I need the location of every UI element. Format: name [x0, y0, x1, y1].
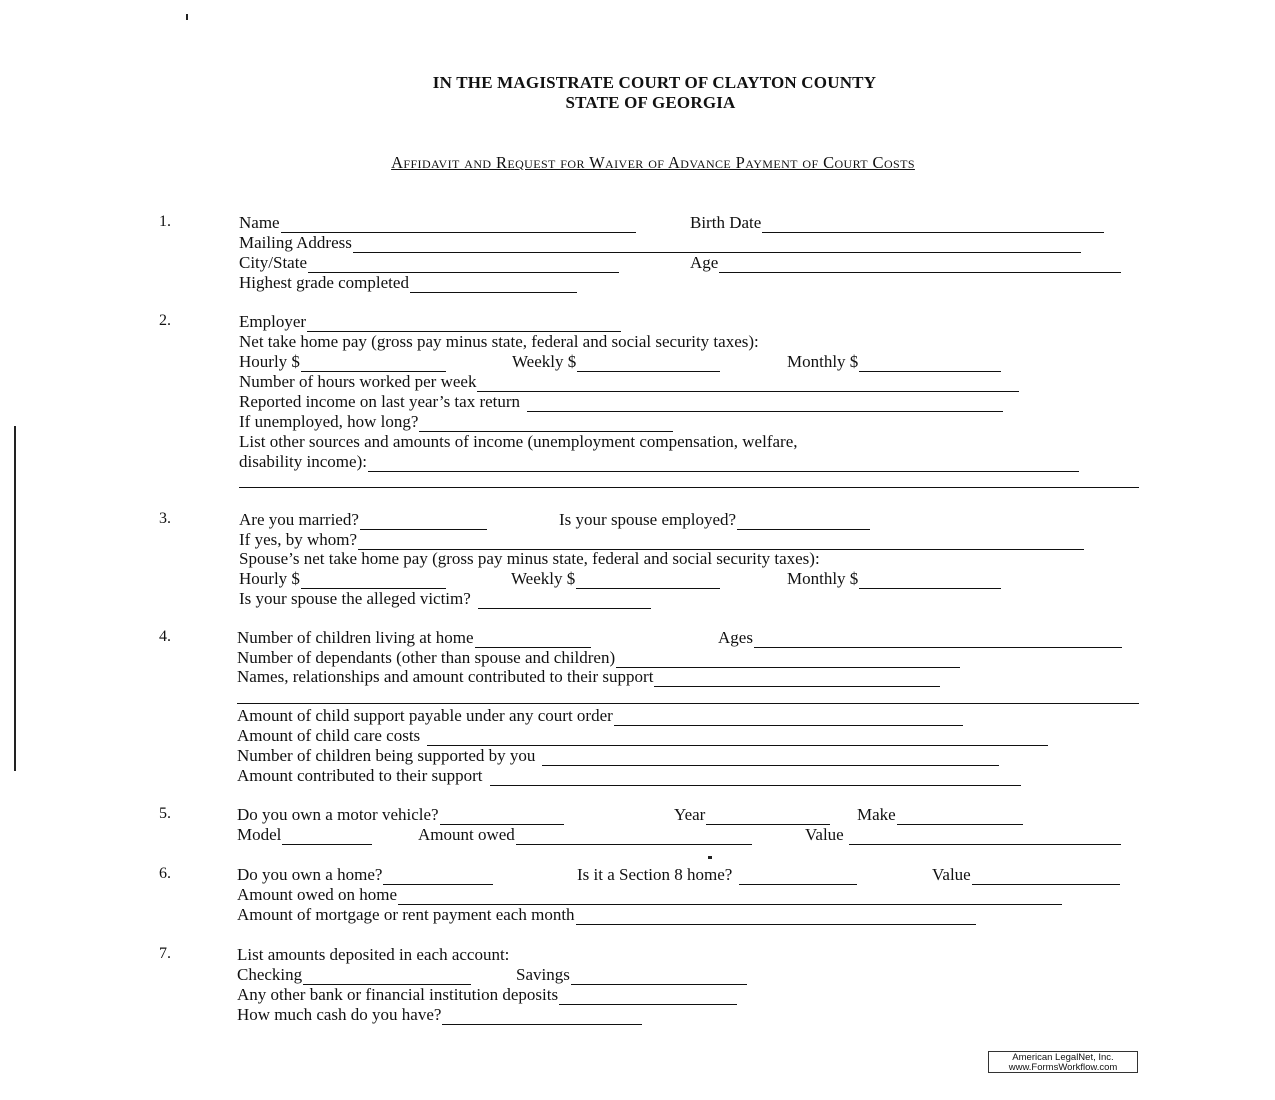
- savings-label: Savings: [516, 965, 570, 984]
- names-relationships-row: [237, 667, 940, 687]
- amount-owed-field[interactable]: [516, 829, 752, 845]
- spouse-hourly-label: Hourly $: [239, 569, 300, 588]
- victim-field[interactable]: [478, 593, 651, 609]
- cash-row: [237, 1005, 642, 1025]
- year-field[interactable]: [706, 809, 830, 825]
- section-number: 3.: [159, 510, 171, 527]
- employer-row: [239, 312, 621, 332]
- court-name: IN THE MAGISTRATE COURT OF CLAYTON COUNTY: [432, 73, 877, 92]
- hourly-label: Hourly $: [239, 352, 300, 371]
- other-sources-text: [239, 432, 799, 452]
- own-home-label: Do you own a home?: [237, 865, 383, 884]
- net-pay-label: Net take home pay (gross pay minus state, federal and social security taxes):: [239, 332, 759, 351]
- publisher-name: American LegalNet, Inc.: [1012, 1052, 1114, 1063]
- motor-vehicle-label: Do you own a motor vehicle?: [237, 805, 439, 824]
- section8-label: Is it a Section 8 home?: [577, 865, 733, 884]
- by-whom-row: [239, 530, 1084, 550]
- spouse-pay-text: [239, 549, 821, 569]
- child-support-label: Amount of child support payable under any court order: [237, 706, 613, 725]
- owed-home-label: Amount owed on home: [237, 885, 398, 904]
- vehicle-value-label: Value: [805, 825, 844, 844]
- name-field[interactable]: [281, 217, 636, 233]
- married-label: Are you married?: [239, 510, 359, 529]
- names-relationships-extra-line[interactable]: [237, 703, 1139, 704]
- mailing-address-row: [239, 233, 1081, 253]
- age-field[interactable]: [719, 257, 1121, 273]
- spouse-employed-field[interactable]: [737, 514, 870, 530]
- victim-row: [239, 589, 651, 609]
- weekly-row: [512, 352, 720, 372]
- motor-vehicle-field[interactable]: [440, 809, 564, 825]
- age-row: [690, 253, 1121, 273]
- name-label: Name: [239, 213, 280, 232]
- vehicle-value-field[interactable]: [849, 829, 1121, 845]
- married-field[interactable]: [360, 514, 487, 530]
- children-supported-field[interactable]: [542, 750, 999, 766]
- spouse-weekly-field[interactable]: [576, 573, 720, 589]
- children-home-row: [237, 628, 591, 648]
- home-value-field[interactable]: [972, 869, 1120, 885]
- home-value-label: Value: [932, 865, 971, 884]
- spouse-pay-label: Spouse’s net take home pay (gross pay minus state, federal and social security taxes):: [239, 549, 820, 568]
- section-number: 4.: [159, 628, 171, 645]
- motor-vehicle-row: [237, 805, 564, 825]
- vehicle-value-row: [805, 825, 1121, 845]
- mortgage-row: [237, 905, 976, 925]
- monthly-row: [787, 352, 1001, 372]
- employer-label: Employer: [239, 312, 307, 331]
- dependants-row: [237, 648, 960, 668]
- employer-field[interactable]: [307, 316, 621, 332]
- spouse-monthly-label: Monthly $: [787, 569, 859, 588]
- monthly-field[interactable]: [859, 356, 1001, 372]
- other-sources-label: List other sources and amounts of income (unemployment compensation, welfare,: [239, 432, 798, 451]
- name-row: [239, 213, 636, 233]
- reported-income-label: Reported income on last year’s tax return: [239, 392, 521, 411]
- hours-worked-field[interactable]: [477, 376, 1019, 392]
- own-home-field[interactable]: [383, 869, 493, 885]
- form-title: Affidavit and Request for Waiver of Advance Payment of Court Costs: [391, 153, 915, 172]
- amount-owed-label: Amount owed: [418, 825, 515, 844]
- section-number: 6.: [159, 865, 171, 882]
- reported-income-field[interactable]: [527, 396, 1003, 412]
- spouse-monthly-row: [787, 569, 1001, 589]
- unemployed-label: If unemployed, how long?: [239, 412, 419, 431]
- names-relationships-field[interactable]: [654, 671, 940, 687]
- section-number: 2.: [159, 312, 171, 329]
- scan-mark: [186, 14, 188, 20]
- year-label: Year: [674, 805, 706, 824]
- by-whom-label: If yes, by whom?: [239, 530, 358, 549]
- disability-extra-line[interactable]: [239, 487, 1139, 488]
- children-home-field[interactable]: [475, 632, 591, 648]
- ages-row: [718, 628, 1122, 648]
- own-home-row: [237, 865, 493, 885]
- section-number: 1.: [159, 213, 171, 230]
- model-row: [237, 825, 372, 845]
- spouse-employed-label: Is your spouse employed?: [559, 510, 737, 529]
- make-row: [857, 805, 1023, 825]
- age-label: Age: [690, 253, 719, 272]
- mortgage-field[interactable]: [576, 909, 976, 925]
- ages-label: Ages: [718, 628, 753, 647]
- spouse-monthly-field[interactable]: [859, 573, 1001, 589]
- checking-label: Checking: [237, 965, 303, 984]
- birth-date-field[interactable]: [762, 217, 1104, 233]
- section8-row: [577, 865, 857, 885]
- owed-home-field[interactable]: [398, 889, 1062, 905]
- victim-label: Is your spouse the alleged victim?: [239, 589, 471, 608]
- child-support-row: [237, 706, 963, 726]
- cash-label: How much cash do you have?: [237, 1005, 442, 1024]
- contributed-label: Amount contributed to their support: [237, 766, 483, 785]
- hours-worked-row: [239, 372, 1019, 392]
- spouse-weekly-label: Weekly $: [511, 569, 576, 588]
- amount-owed-row: [418, 825, 752, 845]
- section8-field[interactable]: [739, 869, 857, 885]
- mailing-address-label: Mailing Address: [239, 233, 352, 252]
- spouse-hourly-field[interactable]: [301, 573, 446, 589]
- section-number: 5.: [159, 805, 171, 822]
- hourly-row: [239, 352, 446, 372]
- highest-grade-field[interactable]: [410, 277, 577, 293]
- checking-field[interactable]: [303, 969, 471, 985]
- home-value-row: [932, 865, 1120, 885]
- make-field[interactable]: [897, 809, 1023, 825]
- contributed-field[interactable]: [490, 770, 1021, 786]
- hours-worked-label: Number of hours worked per week: [239, 372, 477, 391]
- disability-label: disability income):: [239, 452, 367, 471]
- children-supported-row: [237, 746, 999, 766]
- city-state-row: [239, 253, 619, 273]
- birth-date-row: [690, 213, 1104, 233]
- child-care-label: Amount of child care costs: [237, 726, 421, 745]
- publisher-url[interactable]: www.FormsWorkflow.com: [1008, 1062, 1118, 1073]
- mortgage-label: Amount of mortgage or rent payment each month: [237, 905, 575, 924]
- children-home-label: Number of children living at home: [237, 628, 474, 647]
- checking-row: [237, 965, 471, 985]
- net-pay-text: [239, 332, 760, 352]
- unemployed-row: [239, 412, 673, 432]
- scan-dot: [708, 856, 712, 859]
- birth-date-label: Birth Date: [690, 213, 762, 232]
- disability-field[interactable]: [368, 456, 1079, 472]
- reported-income-row: [239, 392, 1003, 412]
- by-whom-field[interactable]: [358, 534, 1084, 550]
- highest-grade-label: Highest grade completed: [239, 273, 409, 292]
- owed-home-row: [237, 885, 1062, 905]
- mailing-address-field[interactable]: [353, 237, 1081, 253]
- section-number: 7.: [159, 945, 171, 962]
- cash-field[interactable]: [442, 1009, 642, 1025]
- city-state-label: City/State: [239, 253, 307, 272]
- publisher-box: [988, 1051, 1138, 1073]
- year-row: [674, 805, 830, 825]
- model-label: Model: [237, 825, 282, 844]
- contributed-row: [237, 766, 1021, 786]
- other-bank-field[interactable]: [559, 989, 737, 1005]
- savings-field[interactable]: [571, 969, 747, 985]
- disability-row: [239, 452, 1079, 472]
- margin-bar: [14, 426, 16, 771]
- child-support-field[interactable]: [614, 710, 963, 726]
- names-relationships-label: Names, relationships and amount contributed to their support: [237, 667, 654, 686]
- list-amounts-label: List amounts deposited in each account:: [237, 945, 510, 964]
- spouse-employed-row: [559, 510, 870, 530]
- children-supported-label: Number of children being supported by you: [237, 746, 536, 765]
- savings-row: [516, 965, 747, 985]
- dependants-field[interactable]: [616, 652, 960, 668]
- list-amounts-text: [237, 945, 510, 965]
- child-care-field[interactable]: [427, 730, 1048, 746]
- city-state-field[interactable]: [308, 257, 619, 273]
- child-care-row: [237, 726, 1048, 746]
- hourly-field[interactable]: [301, 356, 446, 372]
- other-bank-label: Any other bank or financial institution deposits: [237, 985, 559, 1004]
- other-bank-row: [237, 985, 737, 1005]
- ages-field[interactable]: [754, 632, 1122, 648]
- dependants-label: Number of dependants (other than spouse and children): [237, 648, 616, 667]
- spouse-hourly-row: [239, 569, 446, 589]
- monthly-label: Monthly $: [787, 352, 859, 371]
- highest-grade-row: [239, 273, 577, 293]
- weekly-label: Weekly $: [512, 352, 577, 371]
- state-name: STATE OF GEORGIA: [565, 93, 736, 112]
- make-label: Make: [857, 805, 896, 824]
- married-row: [239, 510, 487, 530]
- unemployed-field[interactable]: [419, 416, 673, 432]
- spouse-weekly-row: [511, 569, 720, 589]
- model-field[interactable]: [282, 829, 372, 845]
- weekly-field[interactable]: [577, 356, 720, 372]
